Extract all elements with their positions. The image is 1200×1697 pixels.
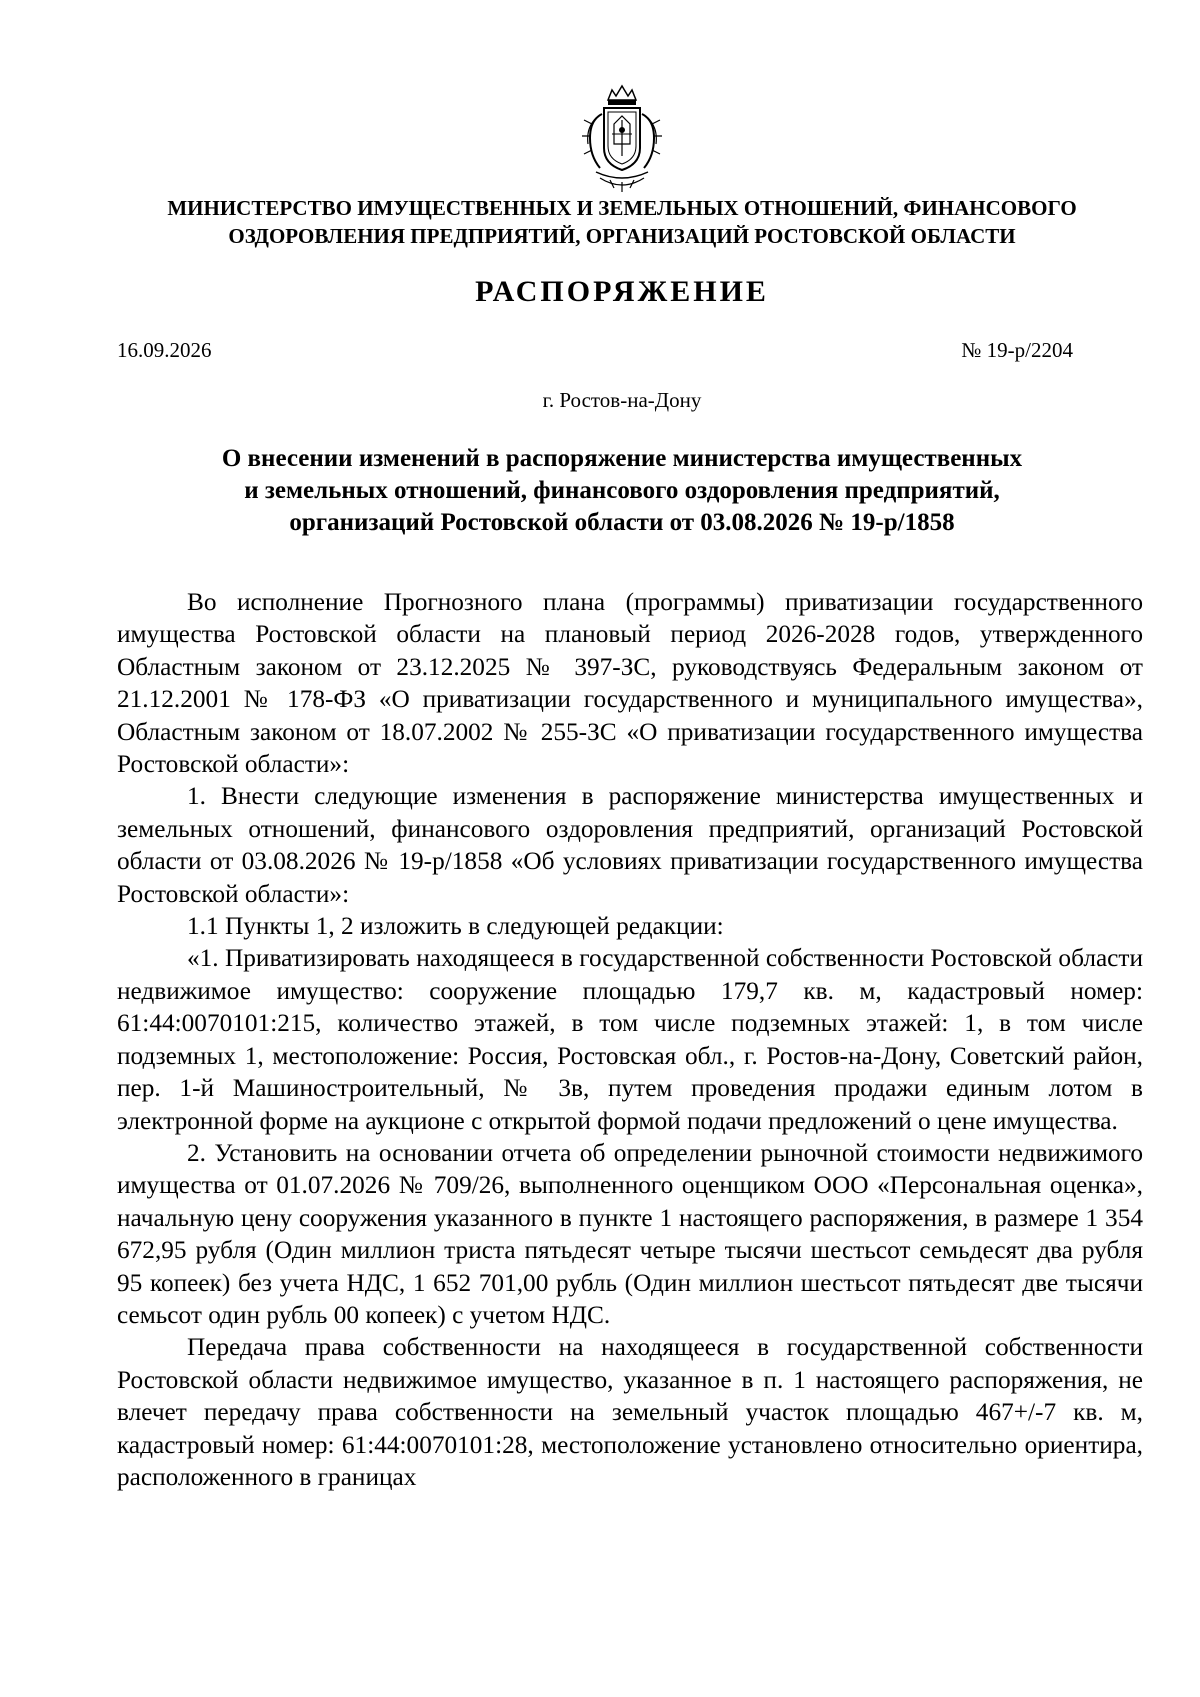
document-body [117,586,1143,1493]
body-paragraph-item-1-1: 1.1 Пункты 1, 2 изложить в следующей редакции: [187,912,724,941]
document-date: 16.09.2026 [117,338,212,362]
rostov-oblast-coat-of-arms-icon [578,84,666,196]
document-subject [100,443,1144,539]
body-paragraph-transfer: Передача права собственности на находящееся в государственной собственности Ростовской области недвижимое имущество, указанное в п. 1 настоящего распоряжения, не влечет передачу права собственности на земельный участок площадью 467+/-7 кв. м, кадастровый номер: 61:44:0070101:28, местоположение установлено относительно ориентира, расположенного в границах [117,1333,1143,1491]
subject-line-2: и земельных отношений, финансового оздоровления предприятий, [244,477,1000,504]
body-paragraph-item-1: 1. Внести следующие изменения в распоряжение министерства имущественных и земельных отношений, финансового оздоровления предприятий, организаций Ростовской области от 03.08.2026 № 19-р/1858 «Об условиях приватизации государственного имущества Ростовской области»: [117,782,1143,908]
ministry-name-line-2: ОЗДОРОВЛЕНИЯ ПРЕДПРИЯТИЙ, ОРГАНИЗАЦИЙ РОСТОВСКОЙ ОБЛАСТИ [228,224,1016,248]
subject-line-1: О внесении изменений в распоряжение министерства имущественных [221,445,1023,472]
body-paragraph-preamble: Во исполнение Прогнозного плана (программы) приватизации государственного имущества Ростовской области на плановый период 2026-2028 годов, утвержденного Областным законом от 23.12.2025 № 397-ЗС, руководствуясь Федеральным законом от 21.12.2001 № 178-ФЗ «О приватизации государственного и муниципального имущества», Областным законом от 18.07.2002 № 255-ЗС «О приватизации государственного имущества Ростовской области»: [117,588,1143,779]
document-city: г. Ростов-на-Дону [542,388,702,412]
body-paragraph-clause-1: «1. Приватизировать находящееся в государственной собственности Ростовской области недвижимое имущество: сооружение площадью 179,7 кв. м, кадастровый номер: 61:44:0070101:215, количество этажей, в том числе подземных этажей: 1, в том числе подземных 1, местоположение: Россия, Ростовская обл., г. Ростов-на-Дону, Советский район, пер. 1-й Машиностроительный, № 3в, путем проведения продажи единым лотом в электронной форме на аукционе с открытой формой подачи предложений о цене имущества. [117,944,1143,1135]
body-paragraph-clause-2: 2. Установить на основании отчета об определении рыночной стоимости недвижимого имущества от 01.07.2026 № 709/26, выполненного оценщиком ООО «Персональная оценка», начальную цену сооружения указанного в пункте 1 настоящего распоряжения, в размере 1 354 672,95 рубля (Один миллион триста пятьдесят четыре тысячи шестьсот семьдесят два рубля 95 копеек) без учета НДС, 1 652 701,00 рубль (Один миллион шестьсот пятьдесят две тысячи семьсот один рубль 00 копеек) с учетом НДС. [117,1138,1143,1329]
subject-line-3: организаций Ростовской области от 03.08.2026 № 19-р/1858 [289,509,955,536]
ministry-name-line-1: МИНИСТЕРСТВО ИМУЩЕСТВЕННЫХ И ЗЕМЕЛЬНЫХ ОТНОШЕНИЙ, ФИНАНСОВОГО [167,196,1077,220]
document-type: РАСПОРЯЖЕНИЕ [475,275,769,308]
ministry-name [100,194,1144,250]
document-number: № 19-р/2204 [961,338,1073,362]
